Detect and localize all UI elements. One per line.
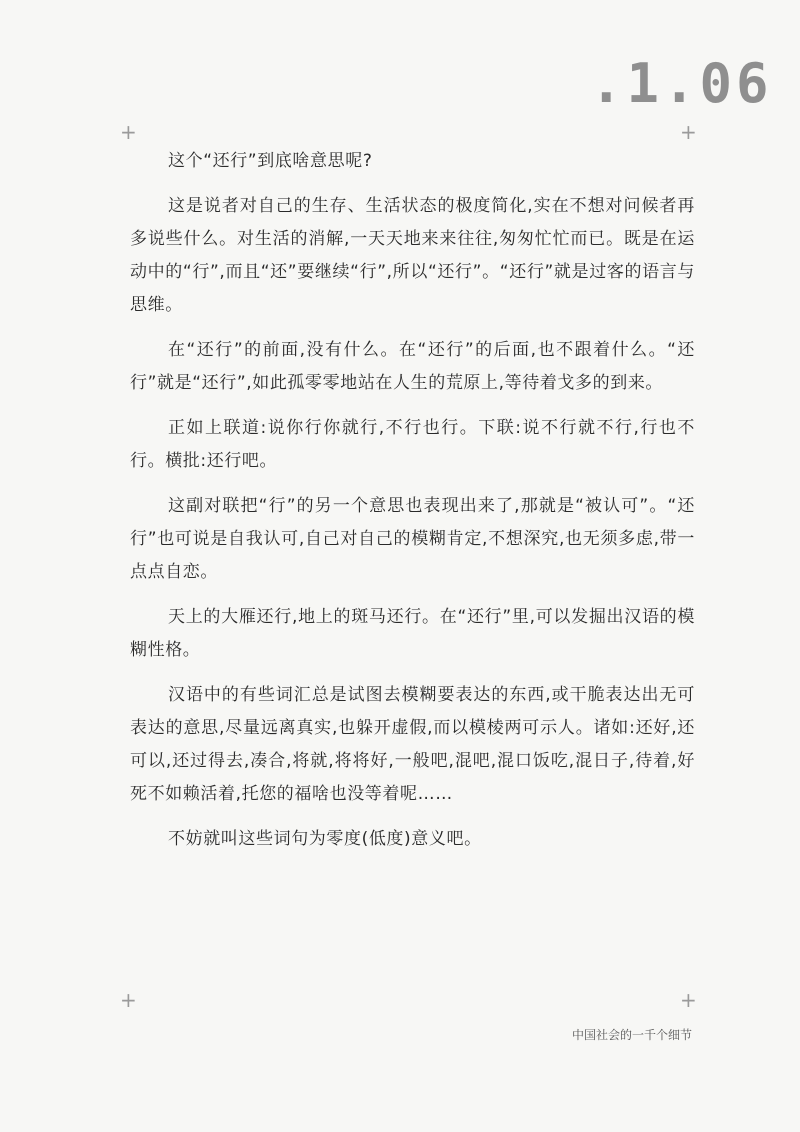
- crop-mark-bottom-left: +: [120, 988, 137, 1012]
- crop-mark-bottom-right: +: [680, 988, 697, 1012]
- paragraph: 这是说者对自己的生存、生活状态的极度简化,实在不想对问候者再多说些什么。对生活的消解,一天天地来来往往,匆匆忙忙而已。既是在运动中的“行”,而且“还”要继续“行”,所以“还行”。“还行”就是过客的语言与思维。: [130, 196, 695, 315]
- paragraph: 不妨就叫这些词句为零度(低度)意义吧。: [168, 829, 482, 849]
- paragraph: 汉语中的有些词汇总是试图去模糊要表达的东西,或干脆表达出无可表达的意思,尽量远离真实,也躲开虚假,而以模棱两可示人。诸如:还好,还可以,还过得去,凑合,将就,将将好,一般吧,混吧,混口饭吃,混日子,待着,好死不如赖活着,托您的福啥也没等着呢……: [130, 685, 695, 804]
- paragraph: 这副对联把“行”的另一个意思也表现出来了,那就是“被认可”。“还行”也可说是自我认可,自己对自己的模糊肯定,不想深究,也无须多虑,带一点点自恋。: [130, 496, 695, 582]
- paragraph: 天上的大雁还行,地上的斑马还行。在“还行”里,可以发掘出汉语的模糊性格。: [130, 607, 695, 660]
- crop-mark-top-right: +: [680, 120, 697, 144]
- paragraph: 在“还行”的前面,没有什么。在“还行”的后面,也不跟着什么。“还行”就是“还行”,如此孤零零地站在人生的荒原上,等待着戈多的到来。: [130, 340, 695, 393]
- paragraph: 这个“还行”到底啥意思呢?: [168, 151, 373, 171]
- running-footer: 中国社会的一千个细节: [571, 1028, 692, 1042]
- body-text: [130, 145, 695, 868]
- page-number: .1.06: [590, 52, 773, 115]
- paragraph: 正如上联道:说你行你就行,不行也行。下联:说不行就不行,行也不行。横批:还行吧。: [130, 418, 695, 471]
- crop-mark-top-left: +: [120, 120, 137, 144]
